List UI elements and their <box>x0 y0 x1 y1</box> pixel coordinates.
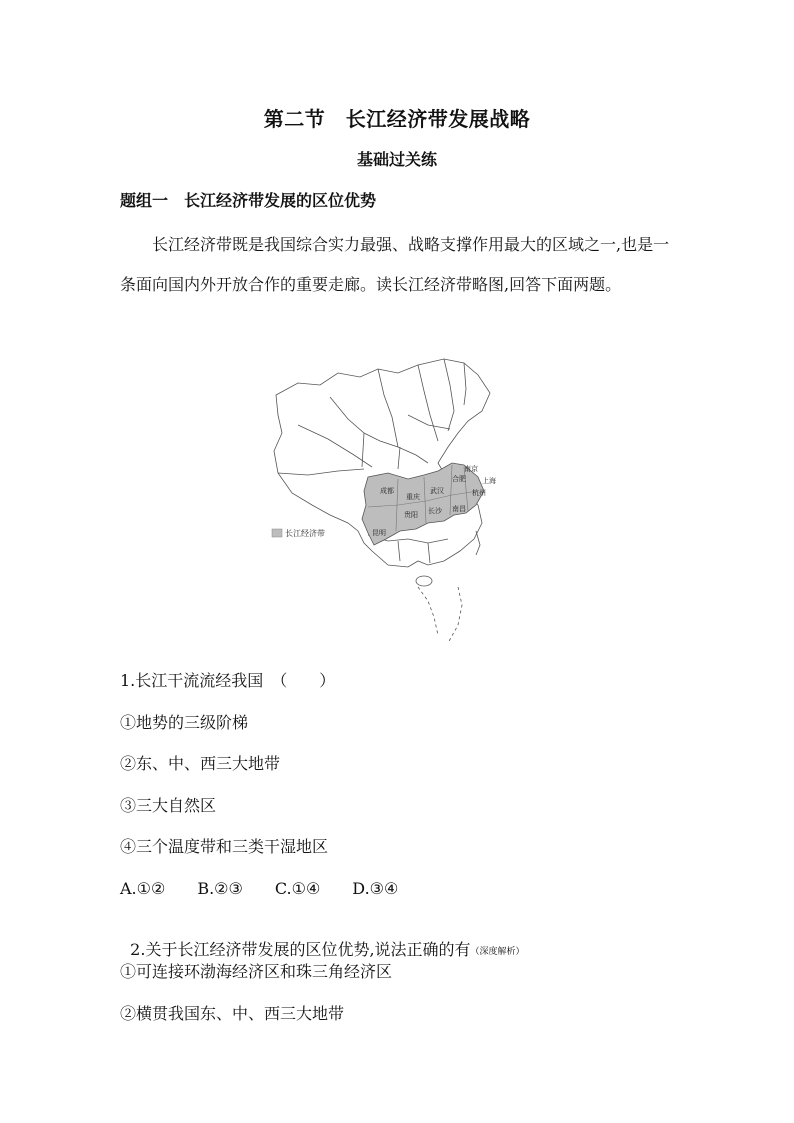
china-map <box>268 355 528 650</box>
question-1-stem: 1.长江干流流经我国 （ ） <box>120 671 336 690</box>
city-label-nanchang: 南昌 <box>452 505 466 513</box>
city-label-hefei: 合肥 <box>452 475 466 483</box>
page-title: 第二节 长江经济带发展战略 <box>263 107 531 131</box>
question-2-stem: 2.关于长江经济带发展的区位优势,说法正确的有 <box>130 940 471 959</box>
city-label-nanjing: 南京 <box>464 465 478 473</box>
city-label-wuhan: 武汉 <box>430 487 444 495</box>
city-label-changsha: 长沙 <box>428 507 442 515</box>
intro-paragraph: 长江经济带既是我国综合实力最强、战略支撑作用最大的区域之一,也是一条面向国内外开放合作的重要走廊。读长江经济带略图,回答下面两题。 <box>120 235 670 294</box>
city-label-chengdu: 成都 <box>380 487 394 495</box>
city-label-hangzhou: 杭州 <box>472 489 486 497</box>
question-1-answers: A.①② B.②③ C.①④ D.③④ <box>120 879 399 898</box>
city-label-shanghai: 上海 <box>482 477 496 485</box>
city-label-kunming: 昆明 <box>372 529 386 537</box>
city-label-guiyang: 贵阳 <box>404 511 418 519</box>
question-1-option-3: ③三大自然区 <box>120 796 217 815</box>
question-2-option-1: ①可连接环渤海经济区和珠三角经济区 <box>120 962 393 981</box>
group-heading: 题组一 长江经济带发展的区位优势 <box>120 191 377 210</box>
yangtze-map-figure <box>268 355 528 650</box>
section-subtitle: 基础过关练 <box>356 150 437 169</box>
question-1-option-4: ④三个温度带和三类干湿地区 <box>120 837 329 856</box>
legend-swatch <box>272 529 282 537</box>
legend-label: 长江经济带 <box>285 529 325 538</box>
question-2-stem-row <box>120 918 525 960</box>
question-2-option-2: ②横贯我国东、中、西三大地带 <box>120 1004 345 1023</box>
question-2-tag: （深度解析） <box>470 947 525 957</box>
question-1-option-1: ①地势的三级阶梯 <box>120 713 249 732</box>
question-1-option-2: ②东、中、西三大地带 <box>120 754 281 773</box>
city-label-chongqing: 重庆 <box>406 493 420 501</box>
